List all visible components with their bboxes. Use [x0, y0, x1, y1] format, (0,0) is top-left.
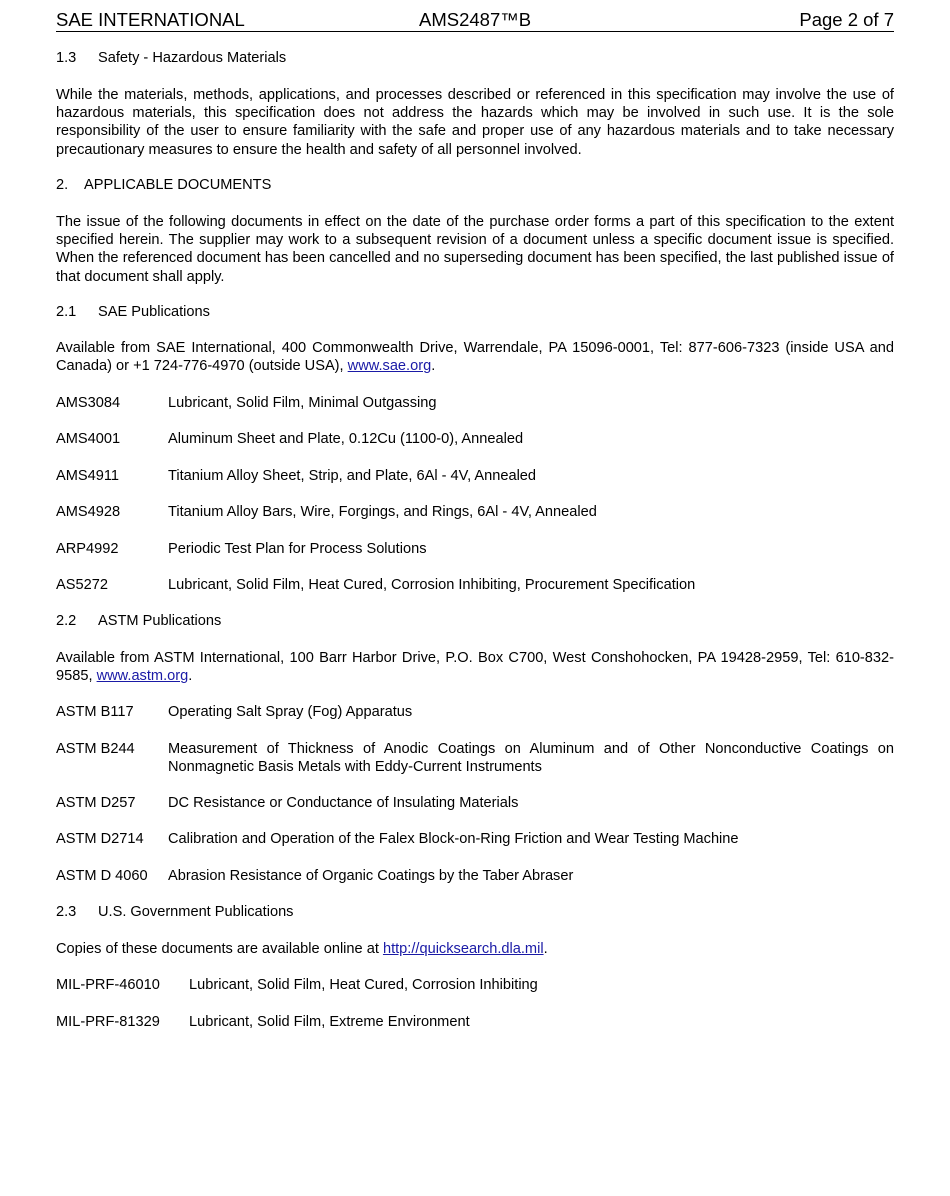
- document-row: AMS4911 Titanium Alloy Sheet, Strip, and Plate, 6Al - 4V, Annealed: [56, 468, 537, 484]
- section-2-heading: 2. APPLICABLE DOCUMENTS: [56, 177, 272, 193]
- section-2-1-heading: 2.1 SAE Publications: [56, 304, 210, 320]
- section-2-3-paragraph: Copies of these documents are available online at http://quicksearch.dla.mil.: [56, 941, 548, 957]
- section-2-3-heading: 2.3 U.S. Government Publications: [56, 904, 294, 920]
- document-row: AMS4928 Titanium Alloy Bars, Wire, Forgings, and Rings, 6Al - 4V, Annealed: [56, 504, 597, 520]
- section-1-3-paragraph: While the materials, methods, applications, and processes described or referenced in this specification may involve the use of hazardous materials, this specification does not address the hazards which may be involved in such use. It is the sole responsibility of the user to ensure familiarity with the safe and proper use of any hazardous materials and to take necessary precautionary measures to ensure the health and safety of all personnel involved.: [56, 87, 894, 158]
- document-row: ASTM D257 DC Resistance or Conductance of Insulating Materials: [56, 795, 519, 811]
- header-document-number: AMS2487™B: [419, 9, 532, 30]
- document-row: ASTM D 4060 Abrasion Resistance of Organic Coatings by the Taber Abraser: [56, 868, 574, 884]
- header-page-number: Page 2 of 7: [799, 9, 894, 30]
- page-header: [56, 9, 894, 32]
- document-row: AMS4001 Aluminum Sheet and Plate, 0.12Cu (1100-0), Annealed: [56, 431, 524, 447]
- header-organization: SAE INTERNATIONAL: [56, 9, 245, 30]
- document-row: ASTM B244 Measurement of Thickness of Anodic Coatings on Aluminum and of Other Nonconductive Coatings on Nonmagnetic Basis Metals with Eddy-Current Instruments: [56, 741, 894, 776]
- astm-website-link[interactable]: www.astm.org: [96, 668, 189, 685]
- section-1-3-heading: 1.3 Safety - Hazardous Materials: [56, 50, 287, 66]
- document-row: MIL-PRF-81329 Lubricant, Solid Film, Extreme Environment: [56, 1014, 470, 1030]
- document-row: ASTM B117 Operating Salt Spray (Fog) Apparatus: [56, 704, 413, 720]
- document-row: ARP4992 Periodic Test Plan for Process Solutions: [56, 541, 427, 557]
- section-2-paragraph: The issue of the following documents in effect on the date of the purchase order forms a part of this specification to the extent specified herein. The supplier may work to a subsequent revision of a document unless a specific document issue is specified. When the referenced document has been cancelled and no superseding document has been specified, the last published issue of that document shall apply.: [56, 214, 894, 285]
- dla-quicksearch-link[interactable]: http://quicksearch.dla.mil: [382, 941, 544, 957]
- document-row: MIL-PRF-46010 Lubricant, Solid Film, Heat Cured, Corrosion Inhibiting: [56, 977, 538, 993]
- sae-website-link[interactable]: www.sae.org: [347, 358, 432, 375]
- document-row: AS5272 Lubricant, Solid Film, Heat Cured, Corrosion Inhibiting, Procurement Specification: [56, 577, 696, 593]
- document-row: ASTM D2714 Calibration and Operation of the Falex Block-on-Ring Friction and Wear Testing Machine: [56, 831, 739, 847]
- section-2-1-paragraph: Available from SAE International, 400 Commonwealth Drive, Warrendale, PA 15096-0001, Tel: 877-606-7323 (inside USA and Canada) or +1 724-776-4970 (outside USA), www.sae.org.: [56, 340, 894, 375]
- document-row: AMS3084 Lubricant, Solid Film, Minimal Outgassing: [56, 395, 437, 411]
- section-2-2-heading: 2.2 ASTM Publications: [56, 613, 222, 629]
- section-2-2-paragraph: Available from ASTM International, 100 Barr Harbor Drive, P.O. Box C700, West Conshohocken, PA 19428-2959, Tel: 610-832-9585, www.astm.org.: [56, 650, 894, 685]
